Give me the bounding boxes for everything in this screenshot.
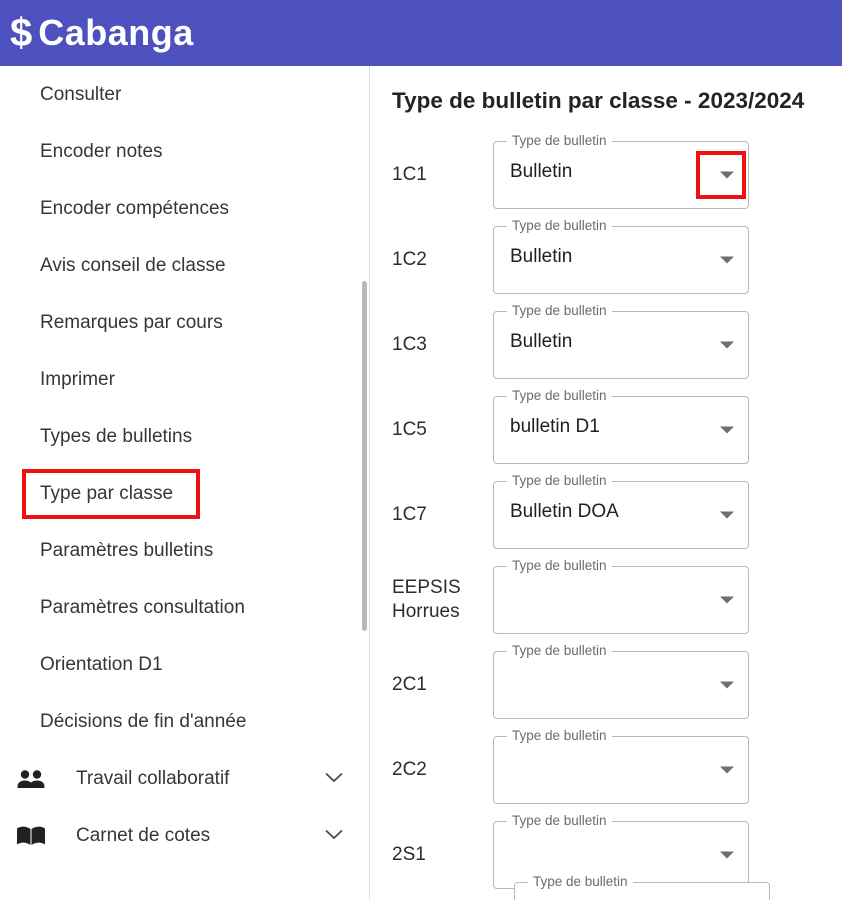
- sidebar-item-label: Travail collaboratif: [76, 767, 230, 789]
- class-label: 1C1: [392, 163, 427, 185]
- chevron-down-icon[interactable]: [720, 681, 734, 688]
- page-title: Type de bulletin par classe - 2023/2024: [392, 88, 805, 113]
- field-value: Bulletin: [510, 160, 573, 182]
- chevron-down-icon[interactable]: [325, 772, 343, 785]
- class-label: 2C1: [392, 673, 427, 695]
- field-value: Bulletin: [510, 245, 573, 267]
- field-legend: Type de bulletin: [507, 473, 612, 488]
- dropdown-highlight-box: [696, 151, 746, 199]
- field-value: bulletin D1: [510, 415, 600, 437]
- bulletin-type-select-next-partial[interactable]: [514, 874, 770, 900]
- field-legend: Type de bulletin: [507, 558, 612, 573]
- field-legend: Type de bulletin: [507, 303, 612, 318]
- class-label: 1C3: [392, 333, 427, 355]
- table-row: [371, 387, 842, 472]
- bulletin-type-select-1c1[interactable]: [493, 132, 749, 209]
- table-row: [371, 302, 842, 387]
- sidebar-item-type-par-classe[interactable]: [0, 465, 369, 522]
- field-legend: Type de bulletin: [507, 643, 612, 658]
- table-row: [371, 132, 842, 217]
- bulletin-type-select-1c7[interactable]: [493, 472, 749, 549]
- bulletin-type-select-2c2[interactable]: [493, 727, 749, 804]
- class-label: 1C2: [392, 248, 427, 270]
- bulletin-type-select-1c3[interactable]: [493, 302, 749, 379]
- bulletin-type-select-eepsis-horrues[interactable]: [493, 557, 749, 634]
- sidebar-item-label: Type par classe: [40, 482, 174, 504]
- sidebar-item-label: Orientation D1: [40, 653, 163, 675]
- class-label: 1C5: [392, 418, 427, 440]
- chevron-down-icon[interactable]: [720, 256, 734, 263]
- chevron-down-icon[interactable]: [720, 596, 734, 603]
- sidebar-item-decisions-de-fin-d-annee[interactable]: [0, 693, 369, 750]
- main-panel: [371, 66, 842, 900]
- chevron-down-icon[interactable]: [720, 426, 734, 433]
- book-icon: [14, 825, 48, 847]
- sidebar-item-label: Encoder compétences: [40, 197, 230, 219]
- class-label: 2C2: [392, 758, 427, 780]
- dollar-icon: $: [10, 11, 33, 55]
- chevron-down-icon[interactable]: [720, 766, 734, 773]
- field-value: Bulletin: [510, 330, 573, 352]
- sidebar-item-label: Carnet de cotes: [76, 824, 211, 846]
- sidebar-item-types-de-bulletins[interactable]: [0, 408, 369, 465]
- sidebar-item-label: Imprimer: [40, 368, 115, 390]
- bulletin-type-select-1c2[interactable]: [493, 217, 749, 294]
- field-legend: Type de bulletin: [528, 874, 633, 889]
- sidebar: [0, 66, 370, 900]
- brand-logo[interactable]: [10, 12, 194, 54]
- sidebar-item-label: Types de bulletins: [40, 425, 193, 447]
- sidebar-item-label: Encoder notes: [40, 140, 163, 162]
- sidebar-item-avis-conseil-de-classe[interactable]: [0, 237, 369, 294]
- people-icon: [14, 768, 48, 790]
- sidebar-item-label: Décisions de fin d'année: [40, 710, 247, 732]
- class-label: 2S1: [392, 843, 426, 865]
- sidebar-item-consulter[interactable]: [0, 66, 369, 123]
- field-legend: Type de bulletin: [507, 813, 612, 828]
- sidebar-item-encoder-competences[interactable]: [0, 180, 369, 237]
- chevron-down-icon[interactable]: [720, 341, 734, 348]
- sidebar-item-imprimer[interactable]: [0, 351, 369, 408]
- sidebar-item-carnet-de-cotes[interactable]: [0, 807, 369, 864]
- field-legend: Type de bulletin: [507, 218, 612, 233]
- chevron-down-icon[interactable]: [325, 829, 343, 842]
- sidebar-item-parametres-bulletins[interactable]: [0, 522, 369, 579]
- sidebar-item-label: Avis conseil de classe: [40, 254, 226, 276]
- sidebar-item-remarques-par-cours[interactable]: [0, 294, 369, 351]
- field-value: Bulletin DOA: [510, 500, 619, 522]
- field-legend: Type de bulletin: [507, 133, 612, 148]
- chevron-down-icon[interactable]: [720, 851, 734, 858]
- bulletin-type-select-2c1[interactable]: [493, 642, 749, 719]
- bulletin-type-select-1c5[interactable]: [493, 387, 749, 464]
- table-row: [371, 727, 842, 812]
- sidebar-item-label: Paramètres consultation: [40, 596, 245, 618]
- sidebar-item-travail-collaboratif[interactable]: [0, 750, 369, 807]
- sidebar-item-parametres-consultation[interactable]: [0, 579, 369, 636]
- table-row: [371, 557, 842, 642]
- sidebar-item-label: Paramètres bulletins: [40, 539, 214, 561]
- table-row: [371, 642, 842, 727]
- field-legend: Type de bulletin: [507, 388, 612, 403]
- sidebar-item-encoder-notes[interactable]: [0, 123, 369, 180]
- sidebar-item-label: Consulter: [40, 83, 122, 105]
- sidebar-item-orientation-d1[interactable]: [0, 636, 369, 693]
- table-row: [371, 472, 842, 557]
- table-row: [371, 217, 842, 302]
- field-legend: Type de bulletin: [507, 728, 612, 743]
- class-label: 1C7: [392, 503, 427, 525]
- class-label: EEPSIS Horrues: [392, 576, 461, 622]
- app-header: [0, 0, 842, 66]
- brand-name: Cabanga: [38, 12, 194, 53]
- chevron-down-icon[interactable]: [720, 511, 734, 518]
- class-bulletin-list: [371, 132, 842, 897]
- page-content: [0, 66, 842, 900]
- sidebar-scrollbar[interactable]: [362, 281, 367, 631]
- sidebar-item-label: Remarques par cours: [40, 311, 223, 333]
